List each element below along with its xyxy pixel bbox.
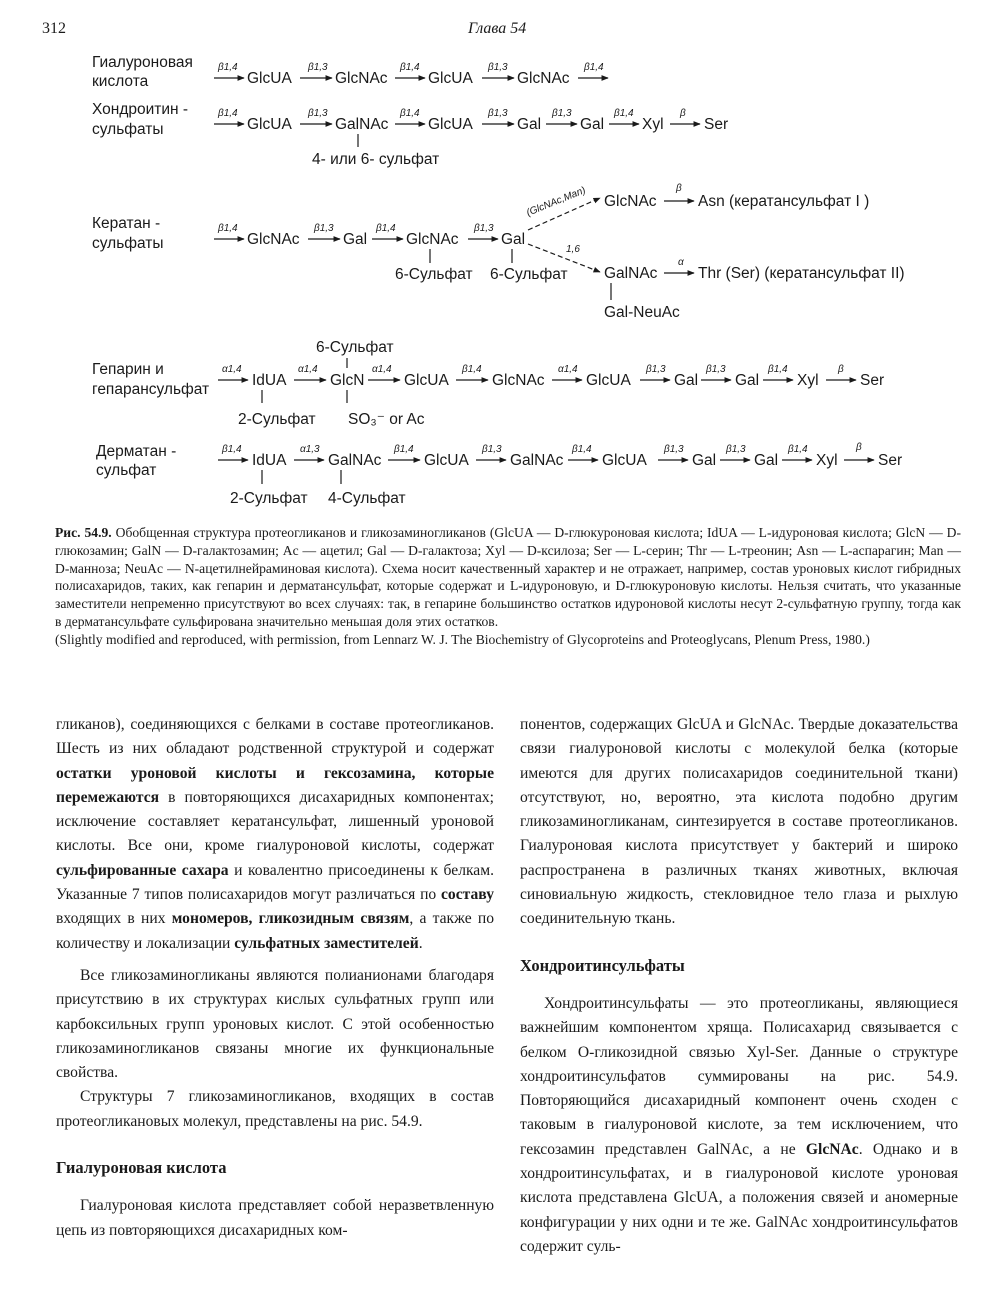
bond-label: β1,3 bbox=[488, 108, 508, 119]
dermatan-substituent-2: 4-Сульфат bbox=[328, 490, 406, 507]
chondroitin-label-line1: Хондроитин - bbox=[92, 101, 189, 118]
text-run: входящих в них bbox=[56, 910, 172, 928]
bond-label: β1,3 bbox=[308, 108, 328, 119]
bond-label: β1,4 bbox=[614, 108, 634, 119]
caption-source: (Slightly modified and reproduced, with permission, from Lennarz W. J. The Biochemistry of Glycoproteins and Proteoglycans, Plenum Press, 1980.) bbox=[55, 631, 870, 647]
bond-label: β1,4 bbox=[218, 223, 238, 234]
sugar-node: GlcUA bbox=[247, 116, 292, 133]
hyaluronic-chain bbox=[214, 62, 608, 87]
sugar-node: GalNAc bbox=[604, 265, 658, 282]
bond-label: β1,4 bbox=[222, 444, 242, 455]
keratan-substituent-2: 6-Сульфат bbox=[490, 266, 568, 283]
heparin-label-line1: Гепарин и bbox=[92, 361, 164, 378]
chondroitin-chain bbox=[214, 108, 728, 168]
sugar-node: GlcUA bbox=[586, 372, 631, 389]
bond-label: β1,3 bbox=[552, 108, 572, 119]
bond-label: β1,4 bbox=[376, 223, 396, 234]
section-heading-chondroitin: Хондроитинсульфаты bbox=[520, 955, 685, 975]
sugar-node: GlcNAc bbox=[247, 231, 300, 248]
bond-label: β1,4 bbox=[400, 62, 420, 73]
bond-label: β1,4 bbox=[572, 444, 592, 455]
emphasis-run: сульфатных заместителей bbox=[234, 934, 419, 952]
bond-label: β1,4 bbox=[462, 364, 482, 375]
sugar-node: Xyl bbox=[797, 372, 819, 389]
text-run: . Однако и в хондроитинсульфатах, и в гиалуроновой кислоте уроновая кислота представлена GlcUA, а положения связей и аномерные конфигурации у них одни и те же. GalNAc хондроитинсульфатов содержит суль- bbox=[520, 1140, 958, 1255]
dermatan-substituent-1: 2-Сульфат bbox=[230, 490, 308, 507]
sugar-node: GlcNAc bbox=[604, 193, 657, 210]
bond-label: β bbox=[856, 442, 862, 453]
bond-label: β1,4 bbox=[400, 108, 420, 119]
right-paragraph-1: понентов, содержащих GlcUA и GlcNAc. Твердые доказательства связи гиалуроновой кислоты с молекулой белка (которые имеются для других полисахаридов соединительной ткани) отсутствуют, но, вероятно, эта кислота подобно другим гликозаминогликанам, синтезируется в составе протеогликанов. Гиалуроновая кислота присутствует у бактерий и широко распространена в различных тканях животных, включая синовиальную жидкость, стекловидное тело глаза и рыхлую соединительную ткань. bbox=[520, 716, 958, 928]
section-heading-hyaluronic: Гиалуроновая кислота bbox=[56, 1158, 227, 1178]
figure-caption bbox=[55, 524, 961, 649]
keratan-branch-upper-end: Asn (кератансульфат I ) bbox=[698, 193, 870, 210]
text-run: в повторяющихся дисахаридных компонентах; исключение составляет кератансульфат, лишенный уроновой кислоты. Все они, кроме гиалуроновой кислоты, содержат bbox=[56, 788, 494, 855]
bond-label: β1,3 bbox=[308, 62, 328, 73]
bond-label: β bbox=[680, 108, 686, 119]
sugar-node: Gal bbox=[674, 372, 699, 389]
emphasis-run: мономеров, гликозидным связям bbox=[171, 910, 410, 928]
bond-label: β1,3 bbox=[664, 444, 684, 455]
sugar-node: GalNAc bbox=[335, 116, 389, 133]
sugar-node: GlcN bbox=[330, 372, 365, 389]
page-number: 312 bbox=[42, 20, 66, 37]
caption-label: Рис. 54.9. bbox=[55, 525, 112, 540]
text-run: . bbox=[418, 934, 423, 952]
sugar-node: GlcUA bbox=[424, 452, 469, 469]
bond-label: β1,3 bbox=[706, 364, 726, 375]
dermatan-chain bbox=[218, 442, 902, 507]
sugar-node: Gal bbox=[735, 372, 760, 389]
heparin-substituent-idua: 2-Сульфат bbox=[238, 411, 316, 428]
hyaluronic-label-line2: кислота bbox=[92, 73, 149, 90]
bond-label: β1,3 bbox=[474, 223, 494, 234]
sugar-node: Ser bbox=[704, 116, 729, 133]
sugar-node: GlcUA bbox=[428, 70, 473, 87]
bond-label: β1,3 bbox=[488, 62, 508, 73]
left-paragraph-2: Все гликозаминогликаны являются полианионами благодаря присутствию в их структурах кислых сульфатных групп или карбоксильных групп уроновых кислот. С этой особенностью гликозаминогликанов связаны многие их функциональные свойства. bbox=[56, 966, 494, 1082]
dermatan-label-line2: сульфат bbox=[96, 462, 157, 479]
emphasis-run: остатки уроновой кислоты и гексозамина, которые перемежаются bbox=[56, 764, 494, 806]
bond-label: 1,6 bbox=[566, 244, 580, 255]
bond-label: β bbox=[676, 183, 682, 194]
left-paragraph-4: Гиалуроновая кислота представляет собой неразветвленную цепь из повторяющихся дисахаридных ком- bbox=[56, 1197, 494, 1239]
left-paragraph-3: Структуры 7 гликозаминогликанов, входящих в состав протеогликановых молекул, представлены на рис. 54.9. bbox=[56, 1088, 494, 1130]
bond-label: β1,4 bbox=[788, 444, 808, 455]
sugar-node: Ser bbox=[860, 372, 885, 389]
sugar-node: GalNAc bbox=[510, 452, 564, 469]
sugar-node: Gal bbox=[754, 452, 779, 469]
chondroitin-substituent: 4- или 6- сульфат bbox=[312, 151, 440, 168]
sugar-node: GlcUA bbox=[602, 452, 647, 469]
sugar-node: GlcUA bbox=[404, 372, 449, 389]
bond-label: β1,4 bbox=[768, 364, 788, 375]
heparin-substituent-top: 6-Сульфат bbox=[316, 339, 394, 356]
glycosaminoglycan-structure-figure bbox=[0, 50, 1001, 510]
bond-label: β1,3 bbox=[646, 364, 666, 375]
running-head: Глава 54 bbox=[468, 20, 527, 37]
caption-text: Обобщенная структура протеогликанов и гликозаминогликанов (GlcUA — D-глюкуроновая кислота; IdUA — L-идуроновая кислота; GlcN — D-глюкозамин; GalN — D-галактозамин; Ac — ацетил; Gal — D-галактоза; Xyl — D-ксилоза; Ser — L-серин; Thr — L-треонин; Asn — L-аспарагин; Man — D-манноза; NeuAc — N-ацетилнейраминовая кислота). Схема носит качественный характер и не отражает, например, состав уроновых кислот гибридных полисахаридов, таких, как гепарин и дерматансульфат, которые содержат и L-идуроновую, и D-глюкуроновую кислоты. Нельзя считать, что указанные заместители непременно присутствуют во всех случаях: так, в гепарине большинство остатков идуроновой кислоты несут 2-сульфатную группу, тогда как в дерматансульфате сульфирована значительно меньшая доля этих остатков. bbox=[55, 525, 962, 629]
keratan-label-line2: сульфаты bbox=[92, 235, 164, 252]
bond-label: β1,3 bbox=[314, 223, 334, 234]
text-run: Хондроитинсульфаты — это протеогликаны, являющиеся важнейшим компонентом хряща. Полисахарид связывается с белком О-гликозидной связью Xyl-Ser. Данные о структуре хондроитинсульфатов суммированы на рис. 54.9. Повторяющийся дисахаридный компонент очень сходен с таковым в гиалуроновой кислоте, за тем исключением, что гексозамин представлен GalNAc, а не bbox=[520, 994, 958, 1158]
sugar-node: Gal bbox=[501, 231, 526, 248]
sugar-node: GalNAc bbox=[328, 452, 382, 469]
text-run: гликанов), соединяющихся с белками в составе протеогликанов. Шесть из них обладают родственной структурой и содержат bbox=[56, 716, 494, 758]
sugar-node: GlcUA bbox=[428, 116, 473, 133]
dermatan-label-line1: Дерматан - bbox=[96, 443, 177, 460]
bond-label: α1,3 bbox=[300, 444, 320, 455]
keratan-branch-lower-end: Thr (Ser) (кератансульфат II) bbox=[698, 265, 905, 282]
sugar-node: Gal bbox=[692, 452, 717, 469]
bond-label: β1,3 bbox=[726, 444, 746, 455]
keratan-substituent-1: 6-Сульфат bbox=[395, 266, 473, 283]
sugar-node: GlcNAc bbox=[517, 70, 570, 87]
heparin-substituent-glcn: SO₃⁻ or Ac bbox=[348, 411, 425, 428]
bond-label: α1,4 bbox=[558, 364, 578, 375]
bond-label: β1,4 bbox=[584, 62, 604, 73]
emphasis-run: составу bbox=[441, 886, 494, 904]
sugar-node: Xyl bbox=[816, 452, 838, 469]
chondroitin-label-line2: сульфаты bbox=[92, 121, 164, 138]
left-paragraph-1 bbox=[56, 713, 494, 956]
bond-label: β1,4 bbox=[218, 62, 238, 73]
keratan-branch-lower-substituent: Gal-NeuAc bbox=[604, 304, 680, 321]
bond-label: α1,4 bbox=[372, 364, 392, 375]
bond-label: α bbox=[678, 257, 684, 268]
sugar-node: Gal bbox=[580, 116, 605, 133]
heparin-label-line2: гепарансульфат bbox=[92, 381, 210, 398]
text-run: , а также по количеству и локализации bbox=[56, 910, 494, 952]
sugar-node: GlcNAc bbox=[406, 231, 459, 248]
sugar-node: Gal bbox=[517, 116, 542, 133]
sugar-node: IdUA bbox=[252, 372, 287, 389]
sugar-node: GlcUA bbox=[247, 70, 292, 87]
bond-label: β1,4 bbox=[218, 108, 238, 119]
bond-label: β1,3 bbox=[482, 444, 502, 455]
sugar-node: Gal bbox=[343, 231, 368, 248]
text-run: и ковалентно присоединены к белкам. Указанные 7 типов полисахаридов могут различаться по bbox=[56, 861, 494, 904]
sugar-node: Xyl bbox=[642, 116, 664, 133]
bond-label: β bbox=[838, 364, 844, 375]
emphasis-run: сульфированные сахара bbox=[56, 861, 229, 879]
right-paragraph-2 bbox=[520, 992, 958, 1259]
sugar-node: IdUA bbox=[252, 452, 287, 469]
sugar-node: GlcNAc bbox=[492, 372, 545, 389]
left-column bbox=[56, 713, 494, 1243]
sugar-node: GlcNAc bbox=[335, 70, 388, 87]
right-column bbox=[520, 713, 958, 1259]
bond-label: β1,4 bbox=[394, 444, 414, 455]
heparin-chain bbox=[218, 364, 884, 428]
hyaluronic-label-line1: Гиалуроновая bbox=[92, 54, 193, 71]
branch-upper-label: (GlcNAc,Man) bbox=[525, 185, 588, 219]
keratan-label-line1: Кератан - bbox=[92, 215, 161, 232]
sugar-node: Ser bbox=[878, 452, 903, 469]
bond-label: α1,4 bbox=[222, 364, 242, 375]
bond-label: α1,4 bbox=[298, 364, 318, 375]
emphasis-run: GlcNAc bbox=[805, 1140, 859, 1158]
keratan-chain bbox=[214, 183, 905, 321]
